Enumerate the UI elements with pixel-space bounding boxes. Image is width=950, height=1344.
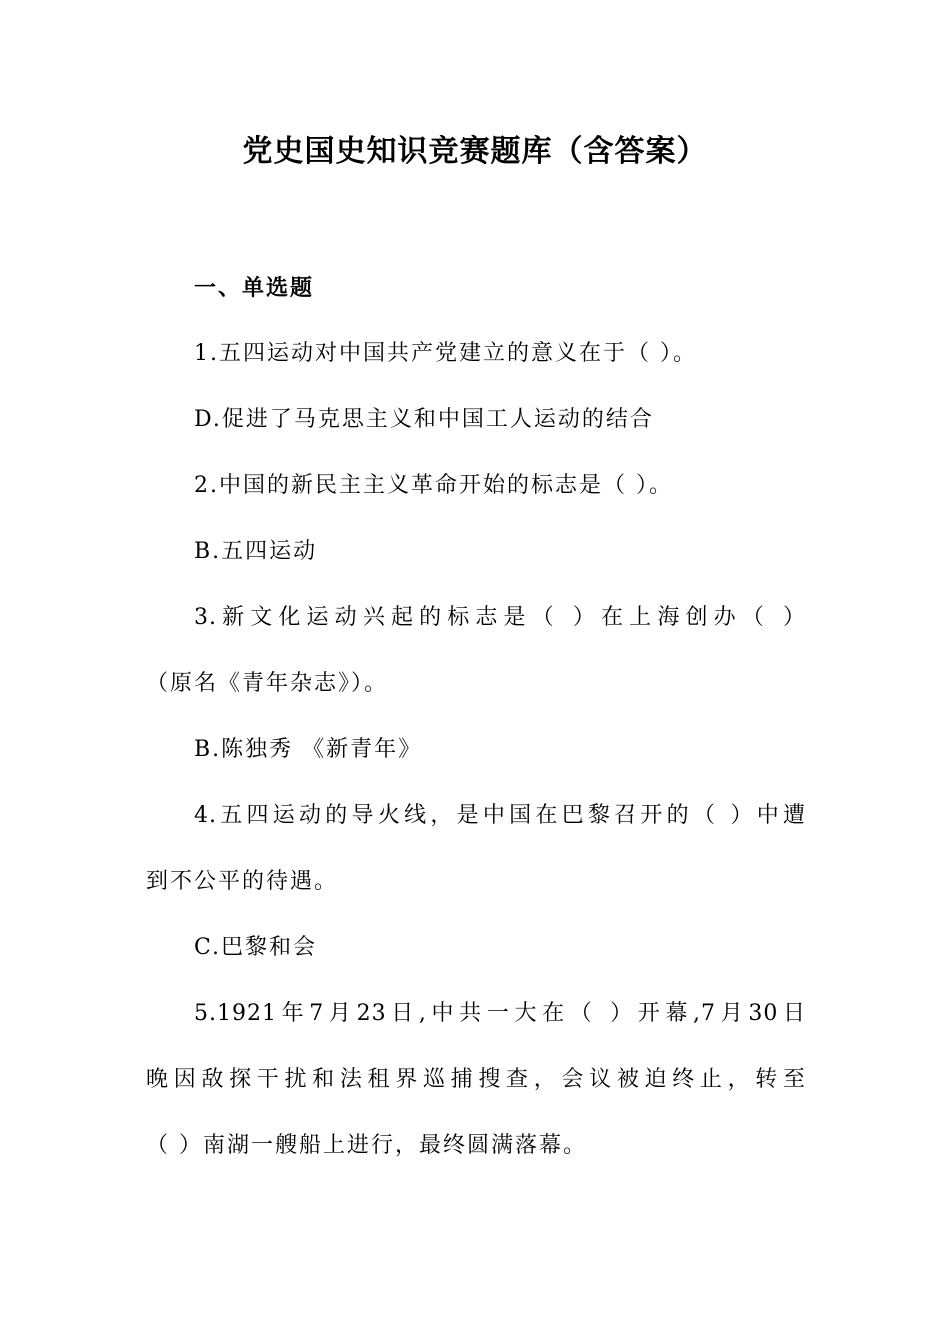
question-5-line-2: 晚因敌探干扰和法租界巡捕搜查，会议被迫终止，转至 (146, 1067, 806, 1092)
answer-1: D.促进了马克思主义和中国工人运动的结合 (194, 407, 654, 432)
answer-2: B.五四运动 (194, 539, 318, 564)
question-3-line-2: （原名《青年杂志》）。 (146, 671, 389, 696)
question-4-line-2: 到不公平的待遇。 (146, 869, 339, 894)
question-5-line-1: 5.1921年7月23日,中共一大在（ ）开幕,7月30日 (194, 1001, 806, 1026)
question-3-line-1: 3.新文化运动兴起的标志是（ ）在上海创办（ ） (194, 605, 806, 630)
document-title: 党史国史知识竞赛题库（含答案） (242, 134, 708, 169)
section-heading: 一、单选题 (194, 275, 315, 301)
answer-3: B.陈独秀 《新青年》 (194, 737, 423, 762)
document-body (146, 258, 806, 1182)
question-5-line-3: （ ）南湖一艘船上进行，最终圆满落幕。 (146, 1133, 587, 1158)
question-4-line-1: 4.五四运动的导火线，是中国在巴黎召开的（ ）中遭 (194, 803, 806, 828)
question-1: 1.五四运动对中国共产党建立的意义在于（ ）。 (194, 341, 697, 366)
answer-4: C.巴黎和会 (194, 935, 318, 960)
question-2: 2.中国的新民主主义革命开始的标志是（ ）。 (194, 473, 673, 498)
